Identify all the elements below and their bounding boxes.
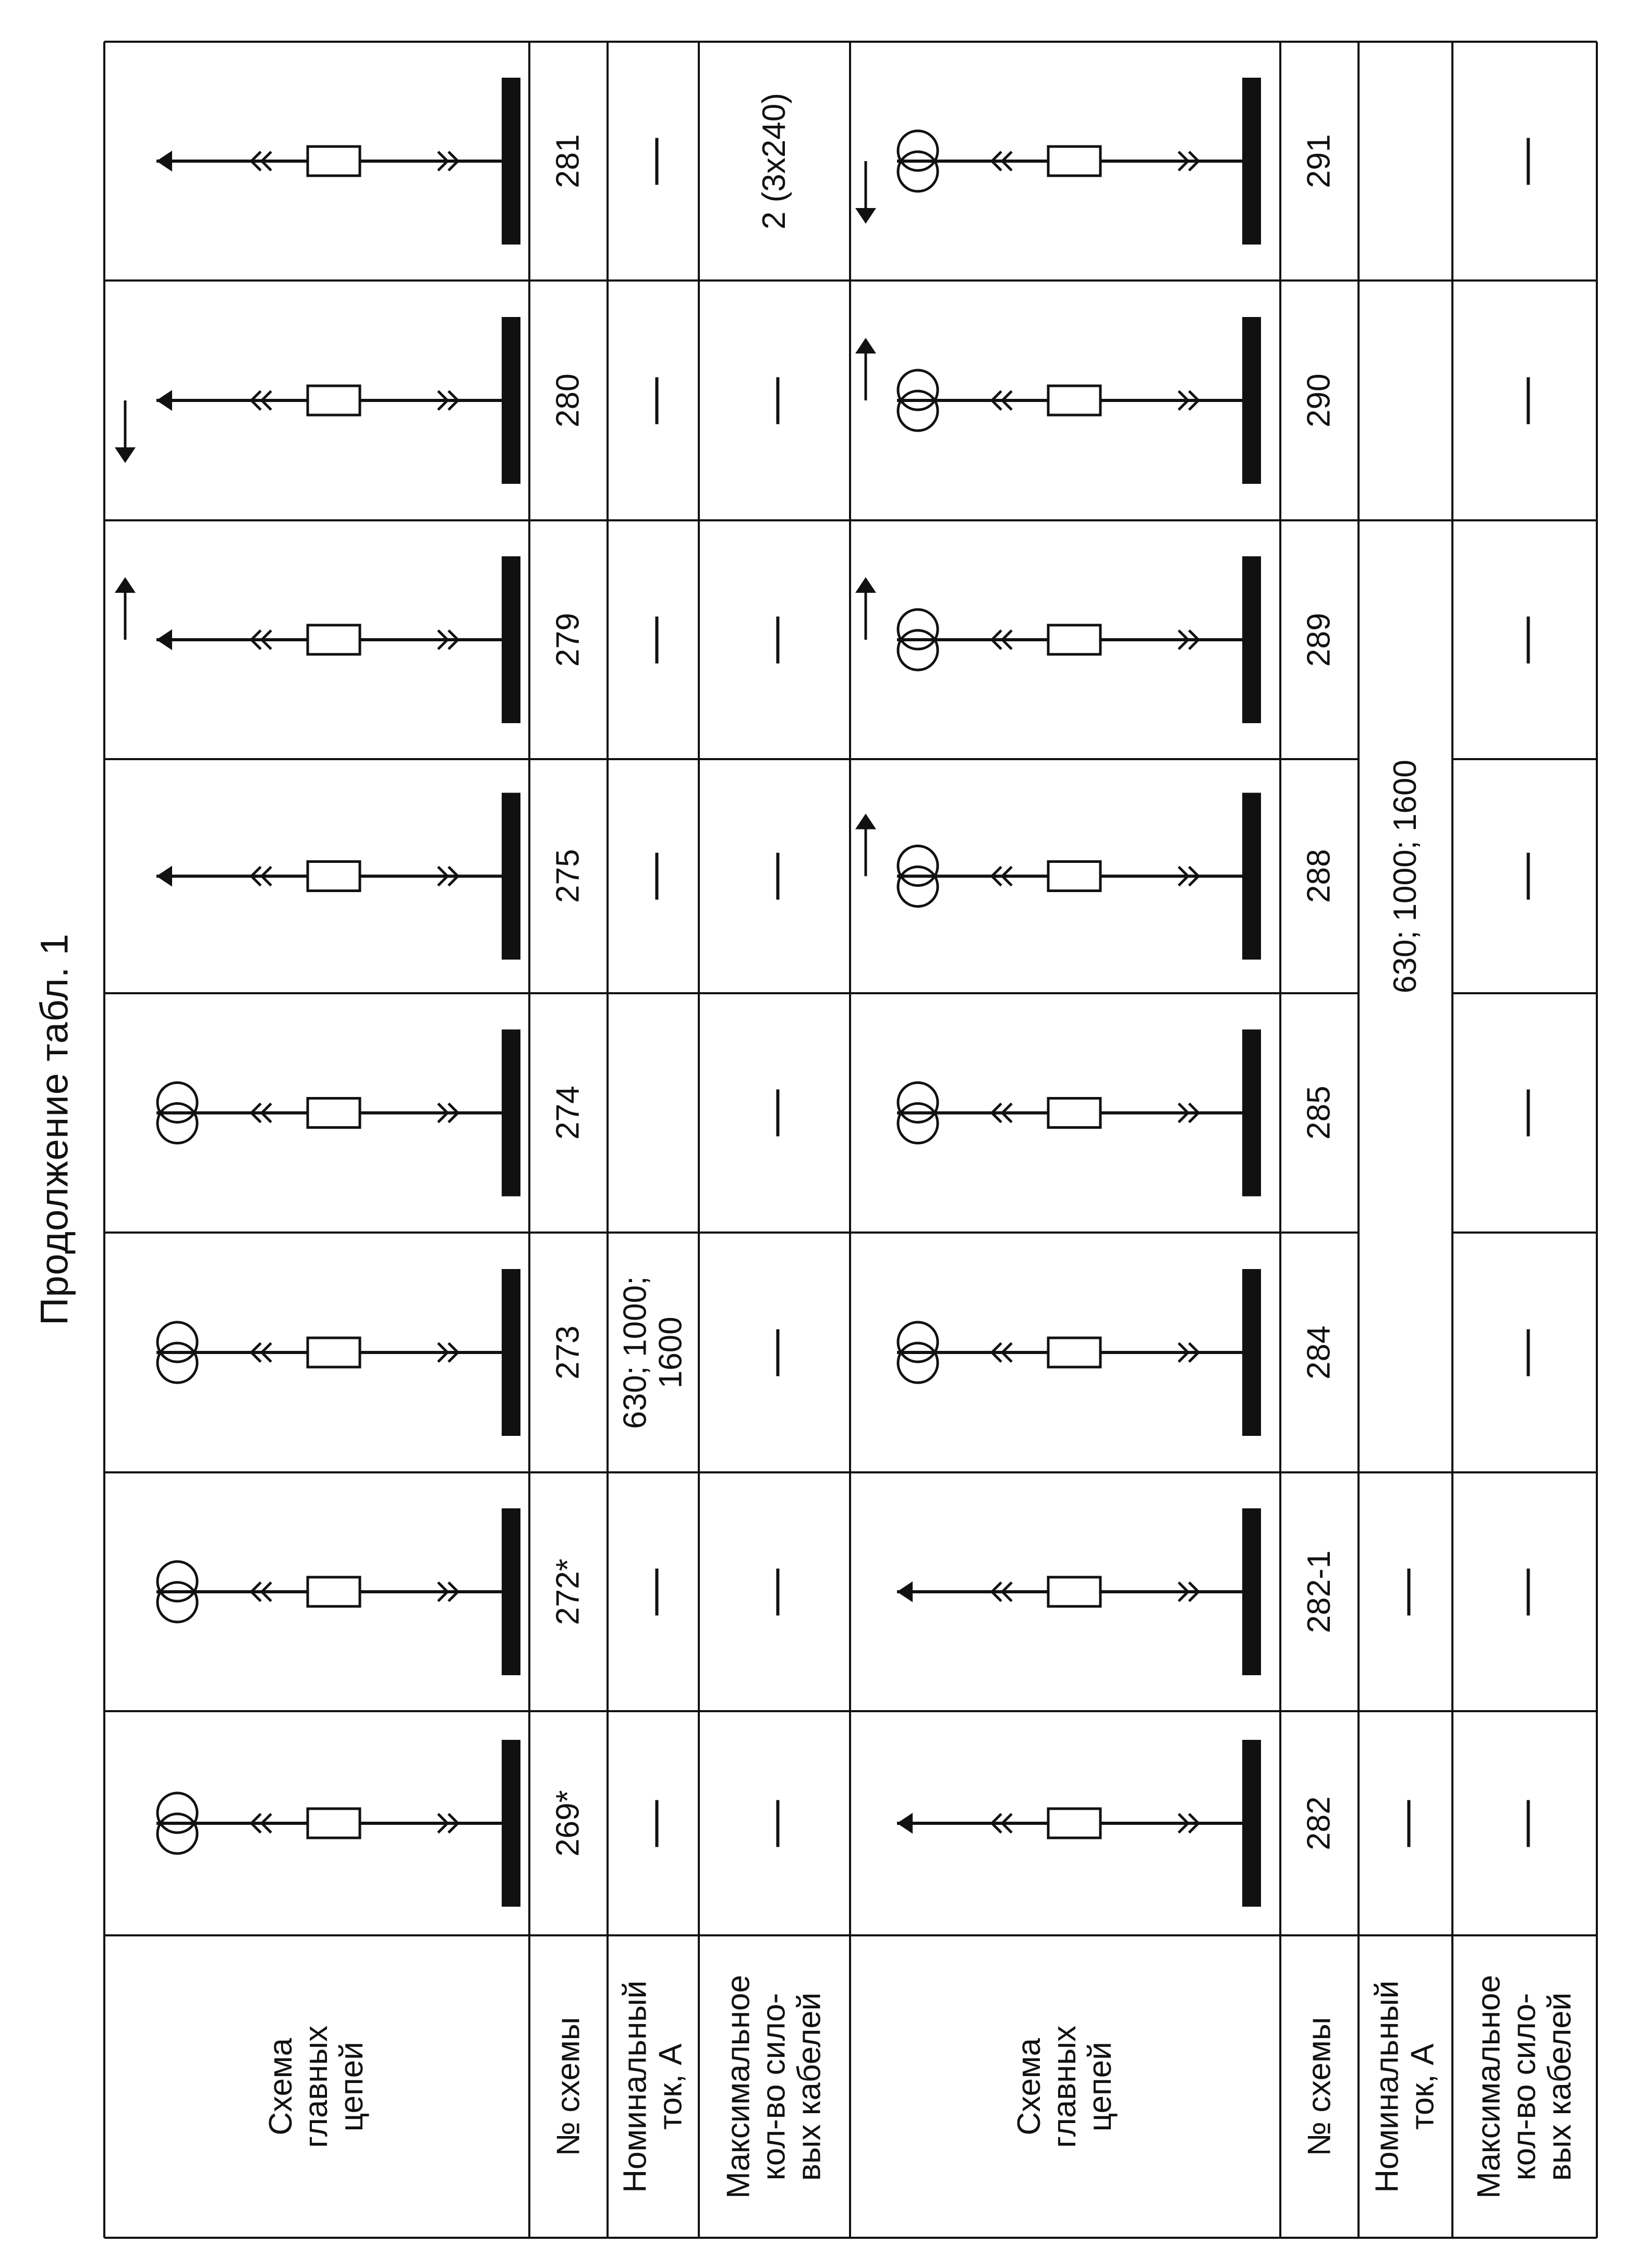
- bottom-number-7-text: 291: [1301, 134, 1337, 188]
- top-cables-2-text: —: [748, 1329, 801, 1376]
- top-number-6-text: 280: [550, 373, 586, 428]
- top-number-2: [529, 1233, 608, 1472]
- top-cables-6: [699, 281, 850, 520]
- top-number-5-text: 279: [550, 613, 586, 667]
- top-cables-7: [699, 42, 850, 281]
- top-number-7-text: 281: [550, 134, 586, 188]
- bottom-number-4-text: 288: [1301, 849, 1337, 904]
- bottom-cables-2-text: —: [1498, 1329, 1550, 1376]
- bottom-cables-3: [1452, 993, 1597, 1233]
- header-number-bottom: [1280, 1935, 1359, 2238]
- bottom-number-3-text: 285: [1301, 1086, 1337, 1140]
- bottom-cables-7-text: —: [1498, 138, 1550, 185]
- bottom-cables-5-text: —: [1498, 616, 1550, 663]
- bottom-number-0: [1280, 1711, 1359, 1935]
- bottom-cables-1: [1452, 1472, 1597, 1711]
- header-scheme-top: [104, 1935, 529, 2238]
- top-number-5: [529, 520, 608, 759]
- bottom-number-2: [1280, 1233, 1359, 1472]
- header-current-bottom-label: Номинальный ток, А: [1369, 1980, 1441, 2193]
- bottom-number-5-text: 289: [1301, 613, 1337, 667]
- top-cables-5-text: —: [748, 616, 801, 663]
- top-number-2-text: 273: [550, 1325, 586, 1380]
- top-number-1-text: 272*: [550, 1558, 586, 1625]
- top-cables-0-text: —: [748, 1800, 801, 1847]
- top-current-5: [608, 520, 699, 759]
- bottom-current-0: [1359, 1711, 1452, 1935]
- top-number-0: [529, 1711, 608, 1935]
- top-number-0-text: 269*: [550, 1790, 586, 1857]
- top-number-4: [529, 759, 608, 993]
- bottom-cables-4-text: —: [1498, 852, 1550, 900]
- top-number-1: [529, 1472, 608, 1711]
- bottom-cables-7: [1452, 42, 1597, 281]
- top-cables-0: [699, 1711, 850, 1935]
- top-current-2-text: 630; 1000; 1600: [617, 1276, 689, 1429]
- header-scheme-top-label: Схема главных цепей: [263, 2025, 370, 2148]
- top-number-6: [529, 281, 608, 520]
- bottom-number-1: [1280, 1472, 1359, 1711]
- bottom-cables-6: [1452, 281, 1597, 520]
- bottom-cables-0: [1452, 1711, 1597, 1935]
- bottom-number-5: [1280, 520, 1359, 759]
- bottom-cables-0-text: —: [1498, 1800, 1550, 1847]
- bottom-current-1-text: —: [1379, 1568, 1432, 1615]
- top-cables-6-text: —: [748, 377, 801, 424]
- top-cables-1-text: —: [748, 1568, 801, 1615]
- bottom-number-6-text: 290: [1301, 373, 1337, 428]
- bottom-number-7: [1280, 42, 1359, 281]
- header-cables-top-label: Максимальное кол-во сило- вых кабелей: [720, 1974, 828, 2199]
- header-cables-bottom: [1452, 1935, 1597, 2238]
- table-caption: Продолжение табл. 1: [32, 933, 76, 1326]
- bottom-number-4: [1280, 759, 1359, 993]
- top-current-1-text: —: [627, 1568, 679, 1615]
- bottom-cables-3-text: —: [1498, 1089, 1550, 1137]
- top-current-7-text: —: [627, 138, 679, 185]
- header-scheme-bottom-label: Схема главных цепей: [1011, 2025, 1119, 2148]
- bottom-cables-1-text: —: [1498, 1568, 1550, 1615]
- header-current-top-label: Номинальный ток, А: [617, 1980, 689, 2193]
- top-cables-1: [699, 1472, 850, 1711]
- bottom-number-6: [1280, 281, 1359, 520]
- top-cables-3-text: —: [748, 1089, 801, 1137]
- bottom-cables-2: [1452, 1233, 1597, 1472]
- header-current-bottom: [1359, 1935, 1452, 2238]
- header-number-top: [529, 1935, 608, 2238]
- top-current-2: [608, 1233, 699, 1472]
- top-current-0: [608, 1711, 699, 1935]
- top-number-3-text: 274: [550, 1086, 586, 1140]
- top-current-0-text: —: [627, 1800, 679, 1847]
- bottom-current-0-text: —: [1379, 1800, 1432, 1847]
- bottom-cables-6-text: —: [1498, 377, 1550, 424]
- top-current-4: [608, 759, 699, 993]
- header-current-top: [608, 1935, 699, 2238]
- top-cables-2: [699, 1233, 850, 1472]
- header-number-top-label: № схемы: [550, 2017, 586, 2156]
- bottom-cables-5: [1452, 520, 1597, 759]
- top-cables-7-text: 2 (3х240): [756, 93, 792, 229]
- top-cables-5: [699, 520, 850, 759]
- top-cables-4: [699, 759, 850, 993]
- bottom-number-2-text: 284: [1301, 1325, 1337, 1380]
- bottom-cables-4: [1452, 759, 1597, 993]
- top-cables-4-text: —: [748, 852, 801, 900]
- bottom-current-merged-text: 630; 1000; 1600: [1387, 759, 1423, 994]
- bottom-number-3: [1280, 993, 1359, 1233]
- top-number-7: [529, 42, 608, 281]
- bottom-current-merged: [1359, 42, 1452, 1711]
- top-current-6-text: —: [627, 377, 679, 424]
- top-cables-3: [699, 993, 850, 1233]
- top-current-7: [608, 42, 699, 281]
- header-number-bottom-label: № схемы: [1301, 2017, 1337, 2156]
- bottom-number-0-text: 282: [1301, 1796, 1337, 1850]
- top-current-5-text: —: [627, 616, 679, 663]
- top-number-4-text: 275: [550, 849, 586, 904]
- top-current-6: [608, 281, 699, 520]
- top-current-1: [608, 1472, 699, 1711]
- header-cables-bottom-label: Максимальное кол-во сило- вых кабелей: [1471, 1974, 1578, 2199]
- top-number-3: [529, 993, 608, 1233]
- header-scheme-bottom: [850, 1935, 1280, 2238]
- top-current-4-text: —: [627, 852, 679, 900]
- bottom-number-1-text: 282-1: [1301, 1550, 1337, 1633]
- header-cables-top: [699, 1935, 850, 2238]
